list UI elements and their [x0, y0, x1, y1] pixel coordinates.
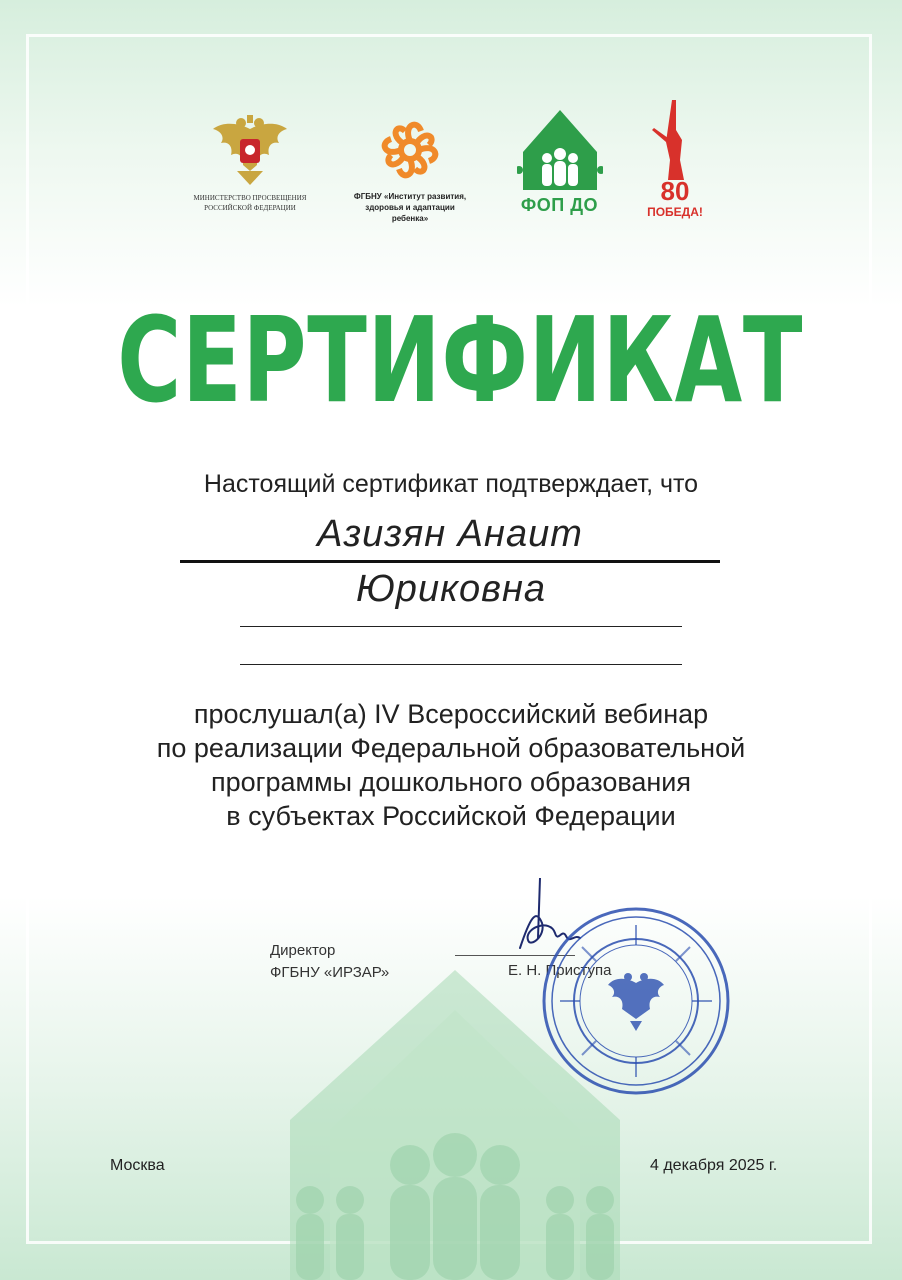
signer-name: Е. Н. Приступа — [508, 962, 612, 979]
ministry-caption-2: РОССИЙСКОЙ ФЕДЕРАЦИИ — [204, 204, 296, 212]
blank-line-1 — [240, 626, 682, 627]
director-title: Директор — [270, 942, 336, 959]
flower-icon — [375, 115, 445, 185]
institute-logo — [330, 115, 490, 223]
fop-do-label: ФОП ДО — [520, 195, 599, 215]
confirm-text: Настоящий сертификат подтверждает, что — [203, 470, 699, 498]
victory-80-logo — [640, 100, 710, 225]
body-line-4: в субъектах Российской Федерации — [226, 801, 676, 831]
victory-label: ПОБЕДА! — [647, 205, 703, 219]
director-position — [270, 940, 389, 984]
institute-caption-1: ФГБНУ «Институт развития, — [353, 192, 467, 201]
footer-date: 4 декабря 2025 г. — [650, 1157, 778, 1174]
recipient-name-1: Азизян Анаит — [317, 513, 583, 555]
victory-number: 80 — [660, 176, 690, 206]
footer-city: Москва — [110, 1157, 165, 1174]
house-people-icon — [517, 110, 603, 190]
body-line-1: прослушал(а) IV Всероссийский вебинар — [193, 699, 709, 729]
blank-line-2 — [240, 664, 682, 665]
fop-do-logo — [512, 110, 607, 216]
institute-caption-3: ребенка» — [391, 214, 429, 223]
ministry-logo — [180, 115, 320, 212]
institute-caption-2: здоровья и адаптации — [365, 203, 455, 212]
ministry-caption-1: МИНИСТЕРСТВО ПРОСВЕЩЕНИЯ — [193, 194, 307, 202]
recipient-name-2: Юриковна — [355, 568, 547, 610]
certificate-title: СЕРТИФИКАТ — [117, 291, 804, 429]
body-line-2: по реализации Федеральной образовательной — [156, 733, 746, 763]
motherland-statue-icon — [642, 100, 708, 220]
double-headed-eagle-icon — [209, 115, 291, 187]
director-organization: ФГБНУ «ИРЗАР» — [270, 964, 390, 981]
certificate-body — [0, 697, 902, 833]
name-line-1 — [180, 508, 720, 563]
body-line-3: программы дошкольного образования — [210, 767, 692, 797]
stamp-eagle-icon — [608, 973, 664, 1031]
official-stamp — [540, 905, 732, 1097]
logos-row — [0, 95, 902, 245]
